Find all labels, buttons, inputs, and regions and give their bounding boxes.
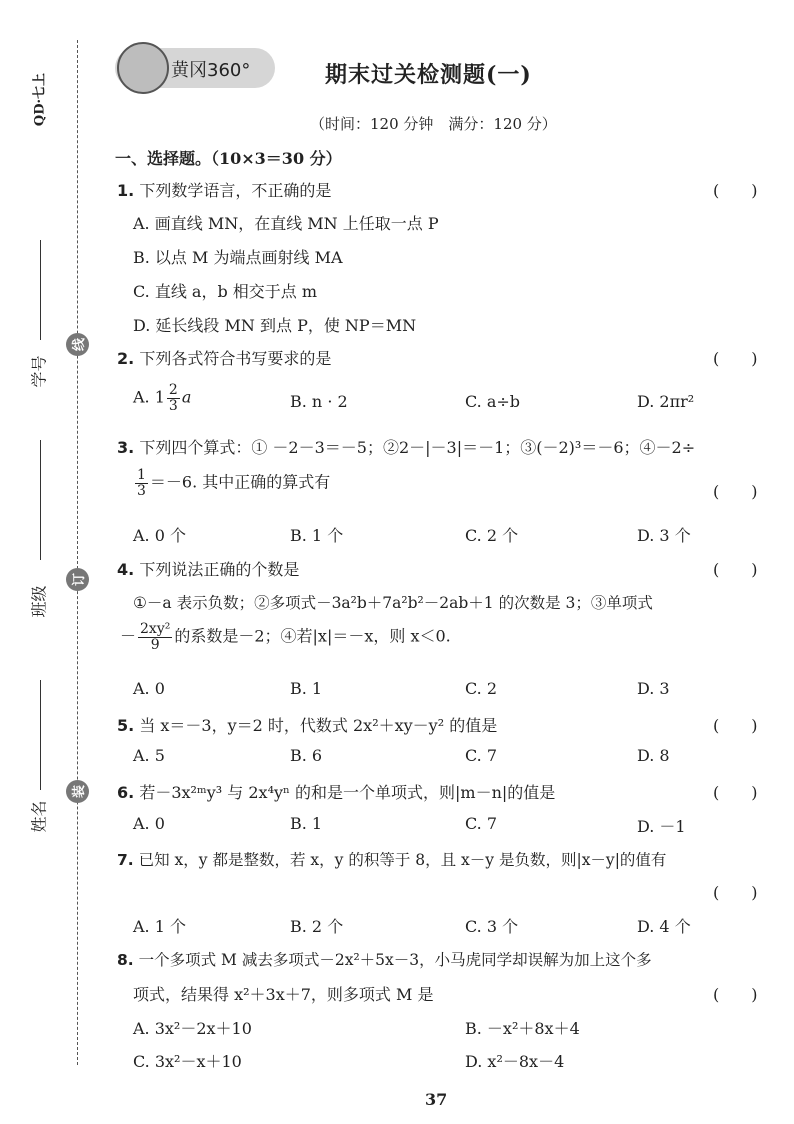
- q7-option-c: C. 3 个: [465, 917, 519, 936]
- page-number: 37: [425, 1090, 448, 1109]
- question-4-statements-cont: － $\frac{\text{2xy²}}{9}$ 的系数是－2；④若|x|＝－x，则 x＜0.: [120, 621, 451, 653]
- student-number-label: 学号: [29, 355, 49, 388]
- q2-option-c: C. a÷b: [465, 392, 521, 411]
- name-line: [40, 680, 41, 790]
- q6-option-d: D. －1: [637, 817, 686, 836]
- q3-option-a: A. 0 个: [133, 526, 186, 545]
- question-3: 3. 下列四个算式：① －2－3＝－5；②2－|－3|＝－1；③(－2)³＝－6；④－2÷: [117, 438, 696, 457]
- question-8-continued: 项式，结果得 x²＋3x＋7，则多项式 M 是: [133, 985, 434, 1004]
- q6-option-b: B. 1: [290, 814, 323, 833]
- binding-dashed-line: [77, 40, 78, 1065]
- bind-mark-line: 线: [66, 333, 89, 356]
- class-line: [40, 440, 41, 560]
- exam-info: （时间：120 分钟 满分：120 分）: [310, 115, 557, 133]
- section-heading: 一、选择题。（10×3＝30 分）: [115, 149, 342, 168]
- q8-option-a: A. 3x²－2x＋10: [133, 1019, 252, 1038]
- student-number-line: [40, 240, 41, 340]
- question-8: 8. 一个多项式 M 减去多项式－2x²＋5x－3，小马虎同学却误解为加上这个多: [117, 951, 652, 969]
- q7-option-b: B. 2 个: [290, 917, 344, 936]
- q1-option-b: B. 以点 M 为端点画射线 MA: [133, 248, 343, 267]
- q6-option-c: C. 7: [465, 814, 498, 833]
- q8-option-d: D. x²－8x－4: [465, 1052, 565, 1071]
- answer-bracket-8: ( ): [713, 985, 758, 1004]
- q5-option-d: D. 8: [637, 746, 670, 765]
- answer-bracket-5: ( ): [713, 716, 758, 735]
- q5-option-a: A. 5: [133, 746, 165, 765]
- q7-option-a: A. 1 个: [133, 917, 186, 936]
- brand-text: 黄冈360°: [171, 60, 251, 81]
- class-label: 班级: [29, 585, 49, 618]
- q8-option-b: B. －x²＋8x＋4: [465, 1019, 580, 1038]
- q6-option-a: A. 0: [133, 814, 165, 833]
- answer-bracket-1: ( ): [713, 181, 758, 200]
- q8-option-c: C. 3x²－x＋10: [133, 1052, 242, 1071]
- q4-option-c: C. 2: [465, 679, 498, 698]
- q5-option-b: B. 6: [290, 746, 323, 765]
- q2-option-a: A. 1 $\frac{2}{3}$ a: [133, 382, 192, 414]
- question-1: 1. 下列数学语言，不正确的是: [117, 181, 332, 200]
- question-4: 4. 下列说法正确的个数是: [117, 560, 300, 579]
- question-7: 7. 已知 x，y 都是整数，若 x，y 的积等于 8，且 x－y 是负数，则|x－y|的值有: [117, 851, 667, 869]
- page-title: 期末过关检测题(一): [325, 62, 532, 88]
- q4-option-a: A. 0: [133, 679, 165, 698]
- q7-option-d: D. 4 个: [637, 917, 691, 936]
- q1-option-c: C. 直线 a，b 相交于点 m: [133, 282, 318, 301]
- q2-option-b: B. n · 2: [290, 392, 348, 411]
- answer-bracket-6: ( ): [713, 783, 758, 802]
- q3-option-b: B. 1 个: [290, 526, 344, 545]
- q1-option-a: A. 画直线 MN，在直线 MN 上任取一点 P: [133, 214, 439, 233]
- answer-bracket-7: ( ): [713, 883, 758, 902]
- brand-badge: [115, 48, 275, 88]
- bind-mark-bind: 装: [66, 780, 89, 803]
- question-4-statements: ①－a 表示负数；②多项式－3a²b＋7a²b²－2ab＋1 的次数是 3；③单项式: [133, 594, 653, 612]
- mascot-logo-icon: [117, 42, 169, 94]
- answer-bracket-3: ( ): [713, 482, 758, 501]
- edition-tag: QD·七上: [32, 72, 48, 127]
- answer-bracket-4: ( ): [713, 560, 758, 579]
- q5-option-c: C. 7: [465, 746, 498, 765]
- question-2: 2. 下列各式符合书写要求的是: [117, 349, 332, 368]
- q1-option-d: D. 延长线段 MN 到点 P，使 NP＝MN: [133, 316, 417, 335]
- bind-mark-stitch: 订: [66, 568, 89, 591]
- q3-option-d: D. 3 个: [637, 526, 691, 545]
- q4-option-b: B. 1: [290, 679, 323, 698]
- name-label: 姓名: [29, 800, 49, 833]
- question-6: 6. 若－3x²ᵐy³ 与 2x⁴yⁿ 的和是一个单项式，则|m－n|的值是: [117, 783, 556, 802]
- q2-option-d: D. 2πr²: [637, 392, 695, 411]
- question-3-continued: $\frac{1}{3}$ ＝－6. 其中正确的算式有: [137, 467, 331, 499]
- q4-option-d: D. 3: [637, 679, 670, 698]
- answer-bracket-2: ( ): [713, 349, 758, 368]
- question-5: 5. 当 x＝－3，y＝2 时，代数式 2x²＋xy－y² 的值是: [117, 716, 498, 735]
- q3-option-c: C. 2 个: [465, 526, 519, 545]
